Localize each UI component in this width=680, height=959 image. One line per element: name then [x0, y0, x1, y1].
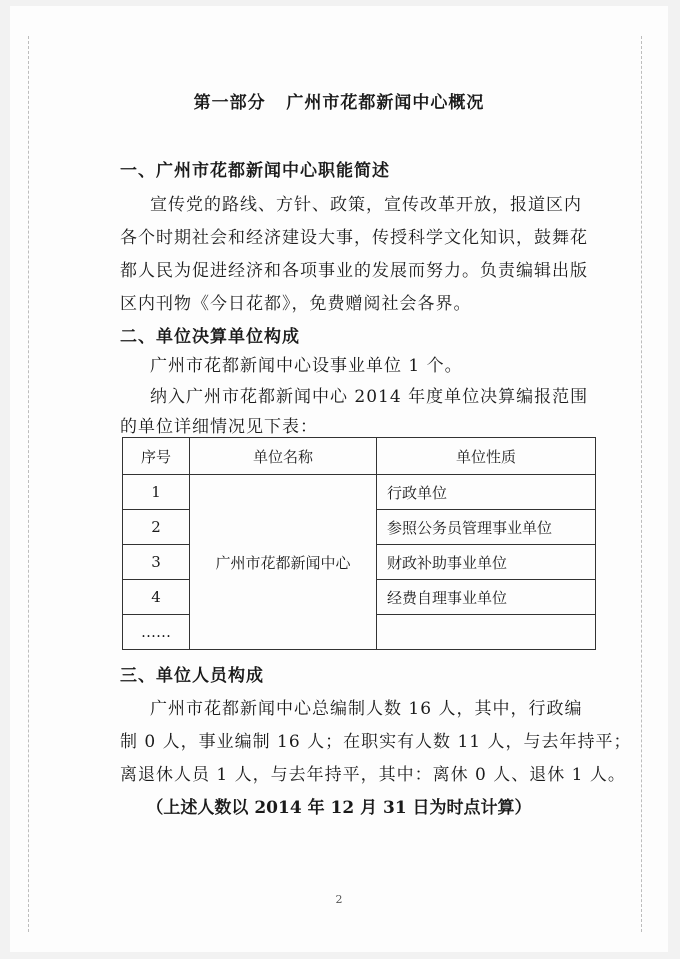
section-3-line: 离退休人员 1 人，与去年持平，其中：离休 0 人、退休 1 人。 — [120, 765, 626, 785]
section-2-line: 广州市花都新闻中心设事业单位 1 个。 — [150, 356, 463, 376]
document-page — [10, 6, 668, 952]
page-number: 2 — [335, 893, 343, 906]
unit-nature — [377, 615, 596, 650]
section-1-line: 各个时期社会和经济建设大事，传授科学文化知识，鼓舞花 — [120, 228, 588, 248]
row-number: 1 — [123, 475, 190, 510]
column-header-unit-name: 单位名称 — [190, 438, 377, 475]
column-header-number: 序号 — [123, 438, 190, 475]
unit-nature: 财政补助事业单位 — [377, 545, 596, 580]
table-row — [123, 475, 596, 510]
table-header-row — [123, 438, 596, 475]
unit-nature: 经费自理事业单位 — [377, 580, 596, 615]
row-number: …… — [123, 615, 190, 650]
section-3-heading: 三、单位人员构成 — [120, 666, 264, 686]
section-2-line: 纳入广州市花都新闻中心 2014 年度单位决算编报范围 — [150, 387, 589, 407]
row-number: 3 — [123, 545, 190, 580]
unit-table — [122, 437, 596, 650]
section-1-line: 都人民为促进经济和各项事业的发展而努力。负责编辑出版 — [120, 261, 588, 281]
row-number: 2 — [123, 510, 190, 545]
section-2-heading: 二、单位决算单位构成 — [120, 327, 300, 347]
unit-name-cell: 广州市花都新闻中心 — [190, 475, 377, 650]
unit-nature: 参照公务员管理事业单位 — [377, 510, 596, 545]
section-2-line: 的单位详细情况见下表： — [120, 417, 318, 437]
page-title: 第一部分 广州市花都新闻中心概况 — [193, 93, 485, 113]
section-3-line: 制 0 人，事业编制 16 人；在职实有人数 11 人，与去年持平； — [120, 732, 632, 752]
section-3-line: 广州市花都新闻中心总编制人数 16 人，其中，行政编 — [150, 699, 583, 719]
section-1-heading: 一、广州市花都新闻中心职能简述 — [120, 161, 390, 181]
section-1-line: 区内刊物《今日花都》，免费赠阅社会各界。 — [120, 294, 472, 314]
column-header-unit-nature: 单位性质 — [377, 438, 596, 475]
section-1-line: 宣传党的路线、方针、政策，宣传改革开放，报道区内 — [150, 195, 582, 215]
footnote: （上述人数以 2014 年 12 月 31 日为时点计算） — [146, 798, 532, 818]
row-number: 4 — [123, 580, 190, 615]
unit-nature: 行政单位 — [377, 475, 596, 510]
